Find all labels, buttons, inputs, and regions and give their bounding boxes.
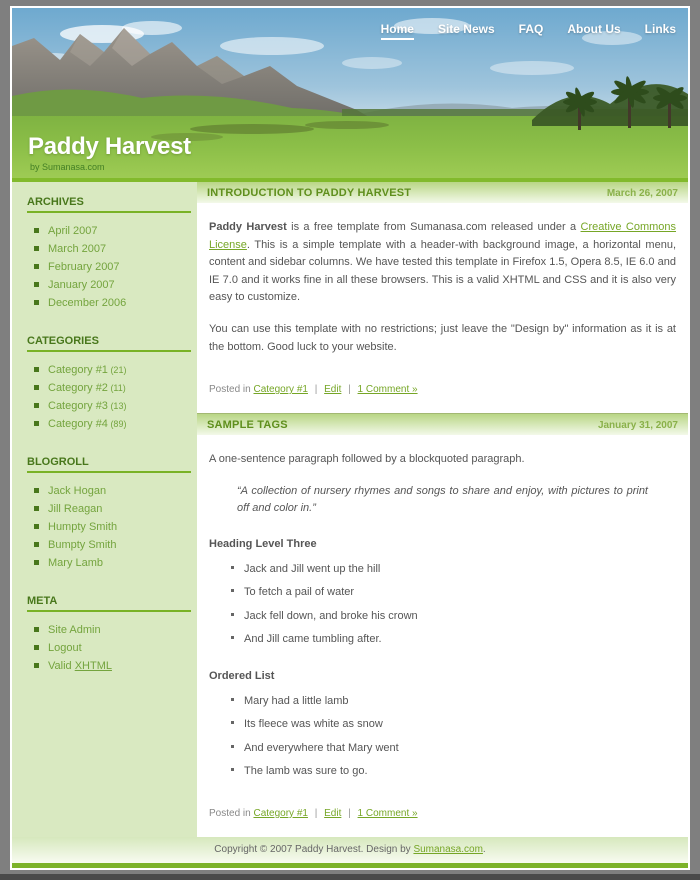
post-list-item: And everywhere that Mary went	[231, 737, 676, 761]
post-header	[197, 414, 688, 435]
site-header	[12, 8, 688, 178]
page	[10, 6, 690, 870]
post-list-item: Its fleece was white as snow	[231, 713, 676, 737]
sidebar-list	[27, 222, 191, 312]
sidebar-link[interactable]: Site Admin	[48, 624, 101, 636]
sidebar-list-item[interactable]	[34, 482, 191, 500]
blockquote: “A collection of nursery rhymes and songs to share and enjoy, with pictures to print off and color in.”	[237, 484, 648, 515]
square-bullet-icon	[34, 264, 39, 269]
window-bottom-edge	[0, 874, 700, 880]
sidebar-link[interactable]: Valid	[48, 660, 75, 672]
sidebar-list-item[interactable]	[34, 397, 191, 415]
footer-accent-bar	[12, 863, 688, 868]
separator: |	[314, 807, 318, 819]
sumanasa-link[interactable]: Sumanasa.com	[413, 843, 483, 855]
category-count: (21)	[107, 365, 127, 375]
post-introduction	[197, 182, 688, 413]
nav-site-news[interactable]: Site News	[437, 22, 495, 36]
square-bullet-icon	[34, 542, 39, 547]
site-title-block	[28, 133, 191, 175]
sidebar-link[interactable]: Category #2	[48, 382, 108, 394]
sidebar-section-title: CATEGORIES	[27, 335, 191, 352]
sidebar-list-item[interactable]	[34, 554, 191, 572]
edit-link[interactable]: Edit	[324, 384, 342, 396]
separator: |	[348, 807, 351, 819]
post-title: SAMPLE TAGS	[207, 419, 288, 432]
square-bullet-icon	[34, 403, 39, 408]
sidebar-list-item[interactable]	[34, 639, 191, 657]
sidebar-link[interactable]: January 2007	[48, 279, 115, 291]
post-list-item: Jack fell down, and broke his crown	[231, 605, 676, 629]
sidebar-section-archives	[27, 196, 191, 312]
unordered-list	[209, 558, 676, 652]
copyright-text: Copyright © 2007 Paddy Harvest. Design by	[214, 843, 411, 855]
separator: |	[348, 384, 351, 396]
square-bullet-icon	[34, 627, 39, 632]
sidebar-section-title: META	[27, 595, 191, 612]
creative-commons-link[interactable]: Creative Commons License	[209, 221, 677, 251]
sidebar-link[interactable]: April 2007	[48, 225, 98, 237]
post-list-item: To fetch a pail of water	[231, 581, 676, 605]
sidebar-list-item[interactable]	[34, 240, 191, 258]
sidebar-link[interactable]: Logout	[48, 642, 82, 654]
sidebar-list-item[interactable]	[34, 500, 191, 518]
sidebar-list-item[interactable]	[34, 415, 191, 433]
content	[12, 182, 688, 837]
square-bullet-icon	[34, 488, 39, 493]
post-list-item: The lamb was sure to go.	[231, 760, 676, 784]
post-paragraph: A one-sentence paragraph followed by a blockquoted paragraph.	[209, 453, 525, 466]
sidebar-list-item[interactable]	[34, 657, 191, 675]
post-subheading: Ordered List	[209, 669, 275, 682]
nav-home[interactable]: Home	[381, 22, 414, 40]
site-tagline: by Sumanasa.com	[30, 162, 105, 172]
sidebar-link[interactable]: Jill Reagan	[48, 503, 103, 515]
post-subheading: Heading Level Three	[209, 537, 317, 550]
square-bullet-icon	[34, 385, 39, 390]
post-paragraph	[209, 219, 676, 307]
nav-links[interactable]: Links	[644, 22, 676, 36]
sidebar-link[interactable]: March 2007	[48, 243, 107, 255]
post-meta	[197, 794, 688, 837]
site-title: Paddy Harvest	[28, 133, 191, 160]
square-bullet-icon	[34, 421, 39, 426]
sidebar	[12, 182, 197, 837]
category-link[interactable]: Category #1	[253, 807, 308, 819]
paragraph-text: . This is a simple template with a header-with background image, a horizontal menu, content and sidebar columns. We have tested this template in Firefox 1.5, Opera 8.5, IE 6.0 and IE 7.0 and it works fine in all these browsers. This is a valid XHTML and CSS and it is also very easy to customize.	[209, 238, 676, 304]
post-paragraph: You can use this template with no restrictions; just leave the "Design by" information as it is at the bottom. Good luck to your website.	[209, 322, 676, 353]
posted-in-label: Posted in	[209, 807, 251, 819]
sidebar-list-item[interactable]	[34, 258, 191, 276]
bold-text: Paddy Harvest	[209, 221, 287, 233]
category-count: (13)	[107, 401, 127, 411]
square-bullet-icon	[34, 645, 39, 650]
post-date: March 26, 2007	[606, 187, 678, 199]
sidebar-list-item[interactable]	[34, 621, 191, 639]
post-meta	[197, 370, 688, 413]
sidebar-link[interactable]: Jack Hogan	[48, 485, 107, 497]
posted-in-label: Posted in	[209, 384, 251, 396]
sidebar-list-item[interactable]	[34, 222, 191, 240]
sidebar-link[interactable]: Humpty Smith	[48, 521, 118, 533]
post-sample-tags	[197, 413, 688, 837]
sidebar-link[interactable]: Bumpty Smith	[48, 539, 117, 551]
copyright-period: .	[482, 843, 486, 855]
square-bullet-icon	[34, 663, 39, 668]
sidebar-list	[27, 482, 191, 572]
paragraph-text: is a free template from Sumanasa.com released under a	[286, 221, 581, 233]
post-list-item: Jack and Jill went up the hill	[231, 558, 676, 582]
square-bullet-icon	[34, 524, 39, 529]
main-nav	[357, 20, 676, 40]
sidebar-link[interactable]: Category #1	[48, 364, 108, 376]
category-link[interactable]: Category #1	[253, 384, 308, 396]
ordered-list	[209, 690, 676, 784]
square-bullet-icon	[34, 246, 39, 251]
post-list-item: Mary had a little lamb	[231, 690, 676, 714]
nav-faq[interactable]: FAQ	[518, 22, 544, 36]
sidebar-link[interactable]: Mary Lamb	[48, 557, 104, 569]
post-title: INTRODUCTION TO PADDY HARVEST	[207, 187, 412, 199]
edit-link[interactable]: Edit	[324, 807, 342, 819]
sidebar-link[interactable]: December 2006	[48, 297, 127, 309]
sidebar-list	[27, 361, 191, 433]
separator: |	[314, 384, 318, 396]
square-bullet-icon	[34, 228, 39, 233]
sidebar-list-item[interactable]	[34, 361, 191, 379]
footer	[12, 837, 688, 863]
sidebar-list-item[interactable]	[34, 536, 191, 554]
sidebar-list-item[interactable]	[34, 518, 191, 536]
sidebar-list-item[interactable]	[34, 294, 191, 312]
square-bullet-icon	[34, 282, 39, 287]
sidebar-list	[27, 621, 191, 675]
square-bullet-icon	[34, 506, 39, 511]
sidebar-link-underlined[interactable]: XHTML	[74, 660, 112, 672]
square-bullet-icon	[34, 300, 39, 305]
sidebar-section-title: BLOGROLL	[27, 456, 191, 473]
comments-link[interactable]: 1 Comment »	[357, 807, 418, 819]
category-count: (11)	[107, 383, 126, 393]
comments-link[interactable]: 1 Comment »	[357, 384, 418, 396]
sidebar-list-item[interactable]	[34, 276, 191, 294]
post-body	[197, 203, 688, 356]
sidebar-section-title: ARCHIVES	[27, 196, 191, 213]
sidebar-section-categories	[27, 335, 191, 433]
main-content	[197, 182, 688, 837]
square-bullet-icon	[34, 367, 39, 372]
sidebar-section-meta	[27, 595, 191, 675]
sidebar-link[interactable]: Category #4	[48, 418, 108, 430]
sidebar-list-item[interactable]	[34, 379, 191, 397]
square-bullet-icon	[34, 560, 39, 565]
sidebar-section-blogroll	[27, 456, 191, 572]
post-body	[197, 435, 688, 784]
post-list-item: And Jill came tumbling after.	[231, 628, 676, 652]
category-count: (89)	[107, 419, 127, 429]
sidebar-link[interactable]: February 2007	[48, 261, 120, 273]
nav-about-us[interactable]: About Us	[567, 22, 621, 36]
sidebar-link[interactable]: Category #3	[48, 400, 108, 412]
post-date: January 31, 2007	[597, 419, 678, 431]
post-header	[197, 182, 688, 203]
